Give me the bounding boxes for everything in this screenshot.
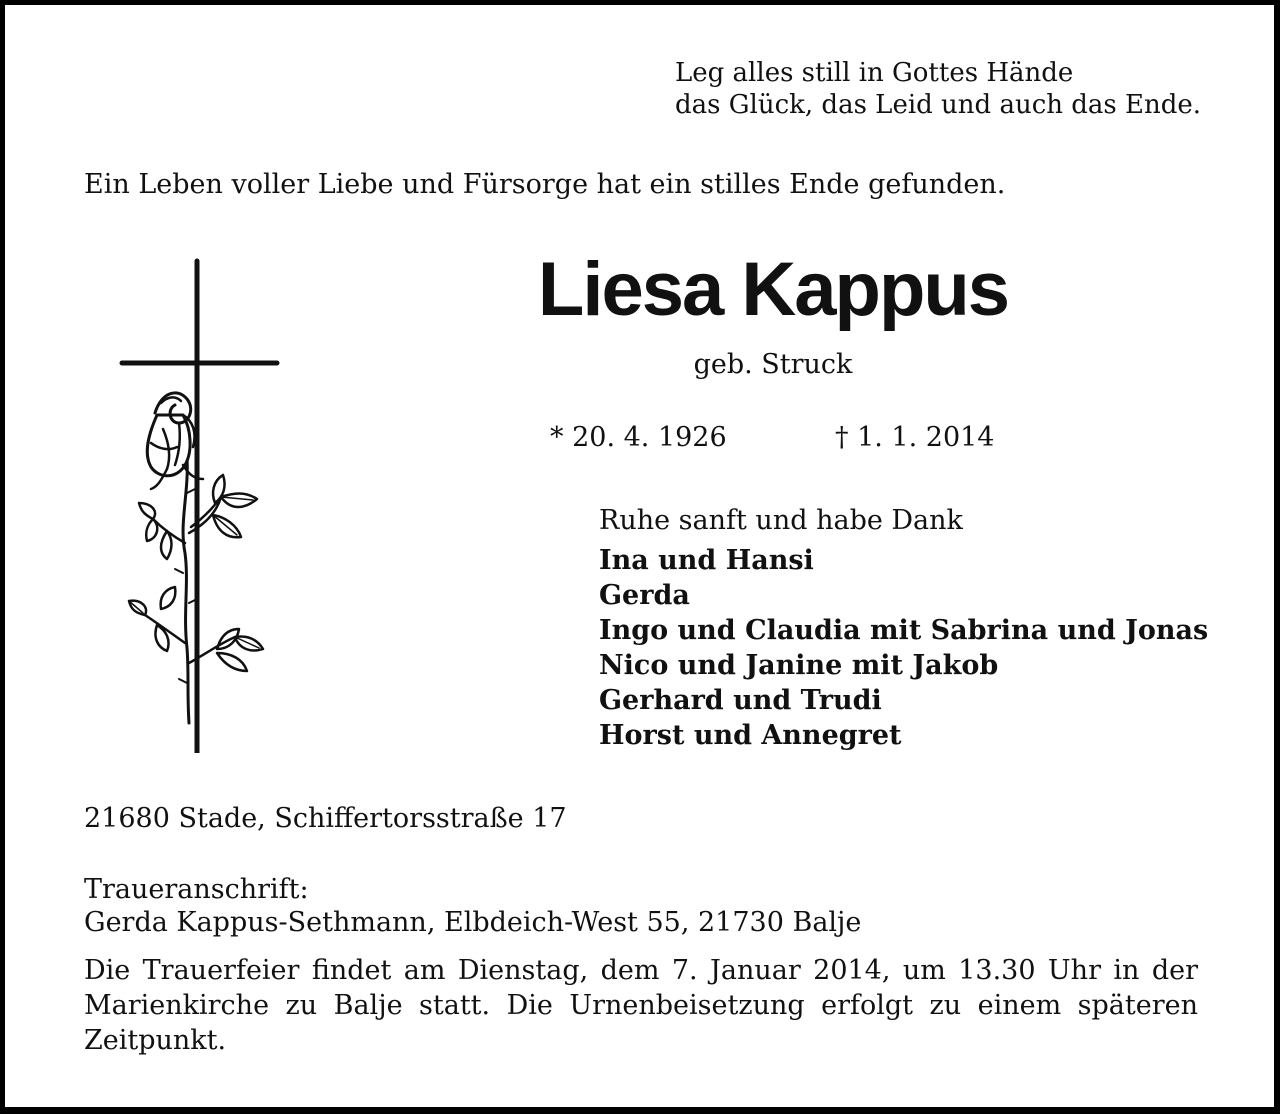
mourner-item: Ingo und Claudia mit Sabrina und Jonas bbox=[599, 615, 1209, 646]
condolence-address-label: Traueranschrift: bbox=[84, 874, 309, 905]
maiden-name: geb. Struck bbox=[693, 349, 853, 380]
mourner-item: Gerhard und Trudi bbox=[599, 685, 882, 716]
death-date: † 1. 1. 2014 bbox=[835, 422, 995, 453]
farewell-line: Ruhe sanft und habe Dank bbox=[599, 505, 963, 536]
motto-line-1: Leg alles still in Gottes Hände bbox=[675, 58, 1074, 88]
ceremony-info: Die Trauerfeier findet am Dienstag, dem 7. Januar 2014, um 13.30 Uhr in der Marienkirche zu Balje statt. Die Urnenbeisetzung erfolgt zu einem späteren Zeitpunkt. bbox=[84, 955, 1198, 1056]
condolence-address: Gerda Kappus-Sethmann, Elbdeich-West 55, 21730 Balje bbox=[84, 907, 862, 938]
home-address: 21680 Stade, Schiffertorsstraße 17 bbox=[84, 803, 567, 834]
motto-line-2: das Glück, das Leid und auch das Ende. bbox=[675, 90, 1202, 120]
mourner-item: Nico und Janine mit Jakob bbox=[599, 650, 999, 681]
mourners-list bbox=[599, 543, 1208, 753]
mourner-item: Horst und Annegret bbox=[599, 720, 902, 751]
motto bbox=[675, 57, 1201, 121]
obituary-notice bbox=[5, 5, 1274, 1107]
deceased-name: Liesa Kappus bbox=[537, 247, 1009, 332]
mourner-item: Ina und Hansi bbox=[599, 545, 814, 576]
mourner-item: Gerda bbox=[599, 580, 690, 611]
birth-date: * 20. 4. 1926 bbox=[550, 422, 727, 453]
lead-sentence: Ein Leben voller Liebe und Fürsorge hat ein stilles Ende gefunden. bbox=[84, 169, 1006, 200]
cross-with-rose-icon bbox=[117, 253, 282, 753]
